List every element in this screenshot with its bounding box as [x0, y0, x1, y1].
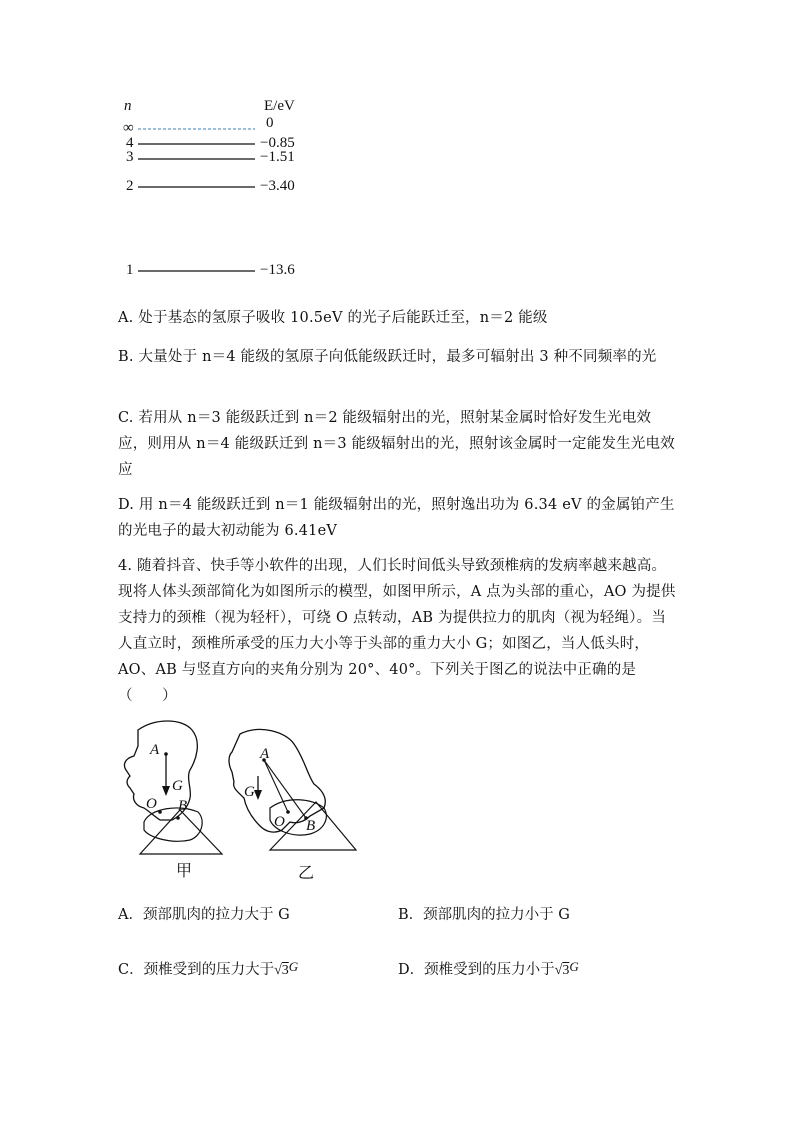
q4-option-a: A．颈部肌肉的拉力大于 G — [118, 907, 290, 923]
q3-option-a: A. 处于基态的氢原子吸收 10.5eV 的光子后能跃迁至，n＝2 能级 — [118, 310, 548, 326]
q4-option-c-text: C．颈椎受到的压力大于 — [118, 962, 275, 978]
q3-option-c: C. 若用从 n＝3 能级跃迁到 n＝2 能级辐射出的光，照射某金属时恰好发生光电效应，则用从 n＝4 能级跃迁到 n＝3 能级辐射出的光，照射该金属时一定能发生光电效应 — [118, 410, 675, 478]
level-2-n: 2 — [126, 178, 134, 194]
level-4-energy: −0.85 — [260, 135, 295, 151]
label-o-left: O — [146, 796, 157, 812]
level-3-energy: −1.51 — [260, 149, 295, 165]
energy-axis-label: E/eV — [264, 98, 295, 114]
label-g-left: G — [172, 778, 183, 794]
energy-level-lines — [0, 0, 794, 300]
support-triangle-left — [140, 810, 222, 854]
level-infinity-n: ∞ — [123, 120, 134, 136]
q4-option-d-text: D．颈椎受到的压力小于 — [398, 962, 555, 978]
q4-option-c: C．颈椎受到的压力大于√3G — [118, 959, 299, 978]
caption-jia: 甲 — [176, 861, 193, 880]
label-a-left: A — [150, 742, 160, 758]
level-3-n: 3 — [126, 149, 134, 165]
label-o-right: O — [274, 814, 285, 830]
q4-option-d: D．颈椎受到的压力小于√3G — [398, 959, 579, 978]
caption-yi: 乙 — [298, 863, 315, 882]
q4-stem: 4. 随着抖音、快手等小软件的出现，人们长时间低头导致颈椎病的发病率越来越高。现将人体头颈部简化为如图所示的模型，如图甲所示，A 点为头部的重心，AO 为提供支持力的颈椎（视为轻杆），可绕 O 点转动，AB 为提供拉力的肌肉（视为轻绳）。当人直立时，颈椎所承受的压力大小等于头部的重力大小 G；如图乙，当人低头时，AO、AB 与竖直方向的夹角分别为 20°、40°。下列关于图乙的说法中正确的是（ ） — [118, 558, 676, 704]
q4-figure — [110, 712, 370, 882]
q3-option-d: D. 用 n＝4 能级跃迁到 n＝1 能级辐射出的光，照射逸出功为 6.34 eV 的金属铂产生的光电子的最大初动能为 6.41eV — [118, 497, 675, 539]
label-g-right: G — [244, 784, 255, 800]
q4-option-b: B．颈部肌肉的拉力小于 G — [398, 907, 570, 923]
level-2-energy: −3.40 — [260, 178, 295, 194]
q3-option-b: B. 大量处于 n＝4 能级的氢原子向低能级跃迁时，最多可辐射出 3 种不同频率的光 — [118, 349, 657, 365]
sqrt-symbol: √3 — [554, 963, 570, 978]
n-axis-label: n — [124, 98, 132, 114]
label-b-right: B — [306, 818, 316, 834]
label-b-left: B — [178, 798, 188, 814]
level-1-n: 1 — [126, 262, 134, 278]
level-infinity-energy: 0 — [266, 115, 274, 131]
label-a-right: A — [260, 746, 270, 762]
level-4-n: 4 — [126, 135, 134, 151]
sqrt-symbol: √3 — [274, 963, 289, 978]
level-1-energy: −13.6 — [260, 262, 295, 278]
